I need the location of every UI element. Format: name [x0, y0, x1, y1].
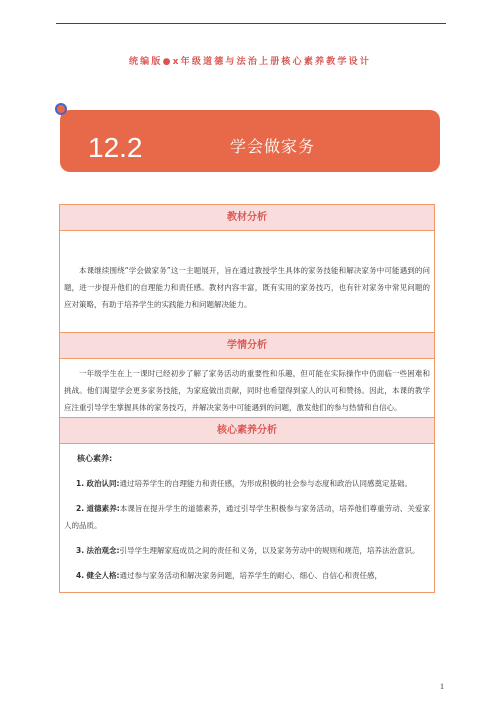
core-item-text: 通过培养学生的自理能力和责任感，为形成积极的社会参与态度和政治认同感奠定基础。 — [119, 479, 412, 488]
title-banner — [60, 110, 440, 172]
core-item-text: 通过参与家务活动和解决家务问题，培养学生的耐心、细心、自信心和责任感， — [119, 571, 382, 580]
page-number: 1 — [440, 682, 444, 691]
chapter-title: 学会做家务 — [230, 137, 316, 156]
top-rule — [56, 23, 446, 24]
textbook-paragraph: 本课继续围绕“学会做家务”这一主题展开，旨在通过教授学生具体的家务技能和解决家务中可能遇到的问题，进一步提升他们的自理能力和责任感。教材内容丰富，既有实用的家务技巧，也有针对家务中常见问题的应对策略，有助于培养学生的实践能力和问题解决能力。 — [64, 266, 430, 309]
core-item-text: 引导学生理解家庭成员之间的责任和义务，以及家务劳动中的规则和规范，培养法治意识。 — [119, 546, 420, 555]
core-item — [64, 475, 430, 492]
section-heading-core: 核心素养分析 — [60, 418, 434, 444]
section-body-textbook — [60, 231, 434, 333]
core-item-num: 3. — [76, 546, 85, 555]
running-header: 统编版●x年级道德与法治上册核心素养教学设计 — [128, 57, 372, 67]
core-item — [64, 567, 430, 584]
core-item-num: 2. — [76, 504, 85, 513]
core-label: 核心素养: — [77, 454, 113, 463]
core-item-label: 健全人格: — [86, 571, 120, 580]
core-item-num: 1. — [76, 479, 85, 488]
core-item-label: 政治认同: — [86, 479, 120, 488]
section-heading-textbook: 教材分析 — [60, 205, 434, 231]
core-item — [64, 500, 430, 534]
section-body-core — [60, 444, 434, 584]
core-item-label: 道德素养: — [86, 504, 120, 513]
core-item-num: 4. — [76, 571, 85, 580]
section-heading-student: 学情分析 — [60, 333, 434, 359]
student-paragraph: 一年级学生在上一课时已经初步了解了家务活动的重要性和乐趣，但可能在实际操作中仍面临一些困难和挑战。他们渴望学会更多家务技能，为家庭做出贡献，同时也希望得到家人的认可和赞扬。因此，本课的教学应注重引导学生掌握具体的家务技巧，并解决家务中可能遇到的问题，激发他们的参与热情和自信心。 — [64, 369, 430, 412]
lesson-table — [59, 204, 435, 593]
core-item-text: 本课旨在提升学生的道德素养，通过引导学生积极参与家务活动，培养他们尊重劳动、关爱家人的品质。 — [64, 504, 430, 530]
decorative-dot-icon — [55, 103, 67, 115]
core-item — [64, 542, 430, 559]
core-item-label: 法治观念: — [86, 546, 120, 555]
section-body-student — [60, 359, 434, 418]
chapter-number: 12.2 — [88, 132, 143, 163]
